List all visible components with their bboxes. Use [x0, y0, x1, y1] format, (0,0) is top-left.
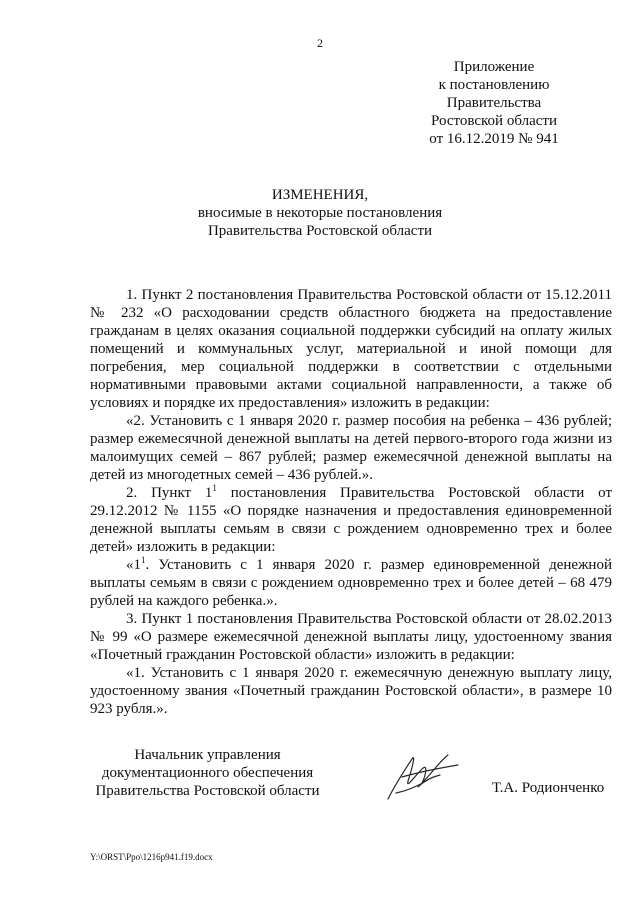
- appendix-line: к постановлению: [438, 77, 550, 93]
- item-2: [90, 484, 612, 556]
- item-3-quote: «1. Установить с 1 января 2020 г. ежемесячную денежную выплату лицу, удостоенному звания «Почетный гражданин Ростовской области», в размере 10 923 рубля.».: [90, 665, 612, 717]
- appendix-block: [384, 58, 604, 148]
- document-heading: [0, 186, 640, 240]
- item-2-superscript: 1: [212, 483, 217, 493]
- item-3: 3. Пункт 1 постановления Правительства Ростовской области от 28.02.2013 № 99 «О размере ежемесячной денежной выплаты лицу, удостоенному звания «Почетный гражданин Ростовской области» изложить в редакции:: [90, 611, 612, 663]
- appendix-line: Приложение: [453, 59, 535, 75]
- document-body: [90, 286, 612, 718]
- signatory-title-line: документационного обеспечения: [101, 765, 314, 781]
- signatory-title-line: Начальник управления: [134, 747, 281, 763]
- signatory-title: [90, 746, 325, 800]
- item-1: 1. Пункт 2 постановления Правительства Ростовской области от 15.12.2011 № 232 «О расходовании средств областного бюджета на предоставление гражданам в целях оказания социальной поддержки субсидий на оплату жилых помещений и коммунальных услуг, материальной и иной помощи для погребения, мер социальной поддержки в соответствии с отдельными нормативными правовыми актами социальной направленности, а также об условиях и порядке их предоставления» изложить в редакции:: [90, 287, 612, 411]
- item-2-quote-text: . Установить с 1 января 2020 г. размер единовременной денежной выплаты семьям в связи с рождением одновременно трех и более детей – 68 479 рублей на каждого ребенка.».: [90, 557, 612, 609]
- item-2-quote: [90, 556, 612, 610]
- item-2-quote-prefix: «1: [126, 557, 141, 573]
- appendix-line: от 16.12.2019 № 941: [429, 131, 559, 147]
- signatory-title-line: Правительства Ростовской области: [95, 783, 320, 799]
- appendix-line: Ростовской области: [431, 113, 557, 129]
- heading-subtitle: Правительства Ростовской области: [207, 223, 433, 239]
- item-1-quote: «2. Установить с 1 января 2020 г. размер пособия на ребенка – 436 рублей; размер ежемесячной денежной выплаты на детей первого-второго года жизни из малоимущих семей – 867 рублей; размер ежемесячной денежной выплаты на детей из многодетных семей – 436 рублей.».: [90, 413, 612, 483]
- item-2-prefix: 2. Пункт 1: [126, 485, 213, 501]
- file-path-footer: Y:\ORST\Ppo\1216p941.f19.docx: [90, 852, 213, 862]
- heading-subtitle: вносимые в некоторые постановления: [197, 205, 443, 221]
- page-number: 2: [317, 36, 323, 50]
- item-2-quote-superscript: 1: [141, 555, 146, 565]
- handwritten-signature: [382, 747, 462, 805]
- appendix-line: Правительства: [446, 95, 542, 111]
- signatory-name: Т.А. Родионченко: [492, 780, 605, 796]
- item-2-text: постановления Правительства Ростовской области от 29.12.2012 № 1155 «О порядке назначения и предоставления единовременной денежной выплаты семьям в связи с рождением одновременно трех и более детей» изложить в редакции:: [90, 485, 612, 555]
- heading-title: ИЗМЕНЕНИЯ,: [271, 187, 369, 203]
